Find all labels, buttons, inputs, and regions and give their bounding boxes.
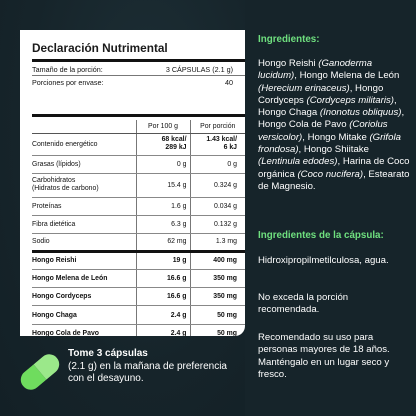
- table-row: [32, 288, 245, 306]
- row-value-per-portion: 50 mg: [190, 306, 245, 324]
- dosage-instructions: [68, 348, 243, 386]
- table-row: [32, 306, 245, 324]
- row-name: Hongo Reishi: [32, 251, 136, 269]
- row-value-per-100g: 15.4 g: [136, 173, 190, 197]
- ingredients-text: Hongo Reishi (Ganoderma lucidum), Hongo Melena de León (Herecium erinaceus), Hongo Cordyceps (Cordyceps militaris), Hongo Chaga (Inonotus obliquus), Hongo Cola de Pavo (Coriolus versicolor), Hongo Mitake (Grifola frondosa), Hongo Shiitake (Lentinula edodes), Harina de Coco orgánica (Coco nucifera), Estearato de Magnesio.: [258, 58, 410, 192]
- row-value-per-portion: 0 g: [190, 155, 245, 173]
- row-value-per-portion: 1.43 kcal/ 6 kJ: [190, 133, 245, 155]
- dosage-warning: No exceda la porción recomendada.: [258, 292, 349, 316]
- serving-size-value: 3 CÁPSULAS (2.1 g): [165, 65, 233, 74]
- table-row: [32, 251, 245, 269]
- row-value-per-portion: 350 mg: [190, 288, 245, 306]
- table-row: [32, 233, 245, 251]
- ingredients-heading: Ingredientes:: [258, 34, 320, 45]
- row-value-per-100g: 2.4 g: [136, 306, 190, 324]
- capsule-ingredients-text: Hidroxipropilmetilculosa, agua.: [258, 255, 389, 266]
- table-row: [32, 133, 245, 155]
- table-row: [32, 173, 245, 197]
- row-name: Carbohidratos (Hidratos de carbono): [32, 173, 136, 197]
- nutrition-label: [20, 30, 245, 336]
- row-value-per-100g: 16.6 g: [136, 288, 190, 306]
- recommendation-text: Recomendado su uso para personas mayores de 18 años. Manténgalo en un lugar seco y fresco.: [258, 332, 390, 380]
- label-title: Declaración Nutrimental: [32, 41, 168, 55]
- servings-per-container-row: [32, 78, 233, 87]
- capsule-ingredients-heading: Ingredientes de la cápsula:: [258, 230, 384, 241]
- title-divider: [32, 59, 245, 62]
- row-name: Hongo Cordyceps: [32, 288, 136, 306]
- dosage-detail: (2.1 g) en la mañana de preferencia con el desayuno.: [68, 360, 227, 384]
- servings-label: Porciones por envase:: [32, 78, 104, 87]
- header-per-100g: Por 100 g: [136, 120, 190, 133]
- meta-divider: [32, 75, 245, 76]
- row-value-per-100g: 6.3 g: [136, 215, 190, 233]
- serving-size-label: Tamaño de la porción:: [32, 65, 103, 74]
- row-value-per-portion: 400 mg: [190, 251, 245, 269]
- table-row: [32, 197, 245, 215]
- row-value-per-100g: 62 mg: [136, 233, 190, 251]
- row-name: Fibra dietética: [32, 215, 136, 233]
- nutrition-table: [32, 120, 245, 336]
- row-name: Hongo Melena de León: [32, 269, 136, 287]
- row-value-per-100g: 0 g: [136, 155, 190, 173]
- row-value-per-portion: 50 mg: [190, 324, 245, 336]
- row-name: Hongo Chaga: [32, 306, 136, 324]
- row-value-per-portion: 0.324 g: [190, 173, 245, 197]
- row-name: Contenido energético: [32, 133, 136, 155]
- row-value-per-portion: 1.3 mg: [190, 233, 245, 251]
- table-row: [32, 155, 245, 173]
- table-row: [32, 215, 245, 233]
- row-value-per-100g: 16.6 g: [136, 269, 190, 287]
- section-divider: [32, 114, 245, 117]
- header-blank: [32, 120, 136, 133]
- row-value-per-portion: 350 mg: [190, 269, 245, 287]
- header-per-portion: Por porción: [190, 120, 245, 133]
- row-name: Proteínas: [32, 197, 136, 215]
- table-row: [32, 269, 245, 287]
- table-row: [32, 324, 245, 336]
- row-value-per-portion: 0.132 g: [190, 215, 245, 233]
- dosage-headline: Tome 3 cápsulas: [68, 348, 148, 359]
- row-value-per-100g: 1.6 g: [136, 197, 190, 215]
- serving-size-row: [32, 65, 233, 74]
- row-value-per-100g: 2.4 g: [136, 324, 190, 336]
- row-name: Grasas (lípidos): [32, 155, 136, 173]
- row-value-per-100g: 68 kcal/ 289 kJ: [136, 133, 190, 155]
- row-name: Sodio: [32, 233, 136, 251]
- row-value-per-portion: 0.034 g: [190, 197, 245, 215]
- row-value-per-100g: 19 g: [136, 251, 190, 269]
- row-name: Hongo Cola de Pavo: [32, 324, 136, 336]
- table-header-row: [32, 120, 245, 133]
- servings-value: 40: [225, 78, 233, 87]
